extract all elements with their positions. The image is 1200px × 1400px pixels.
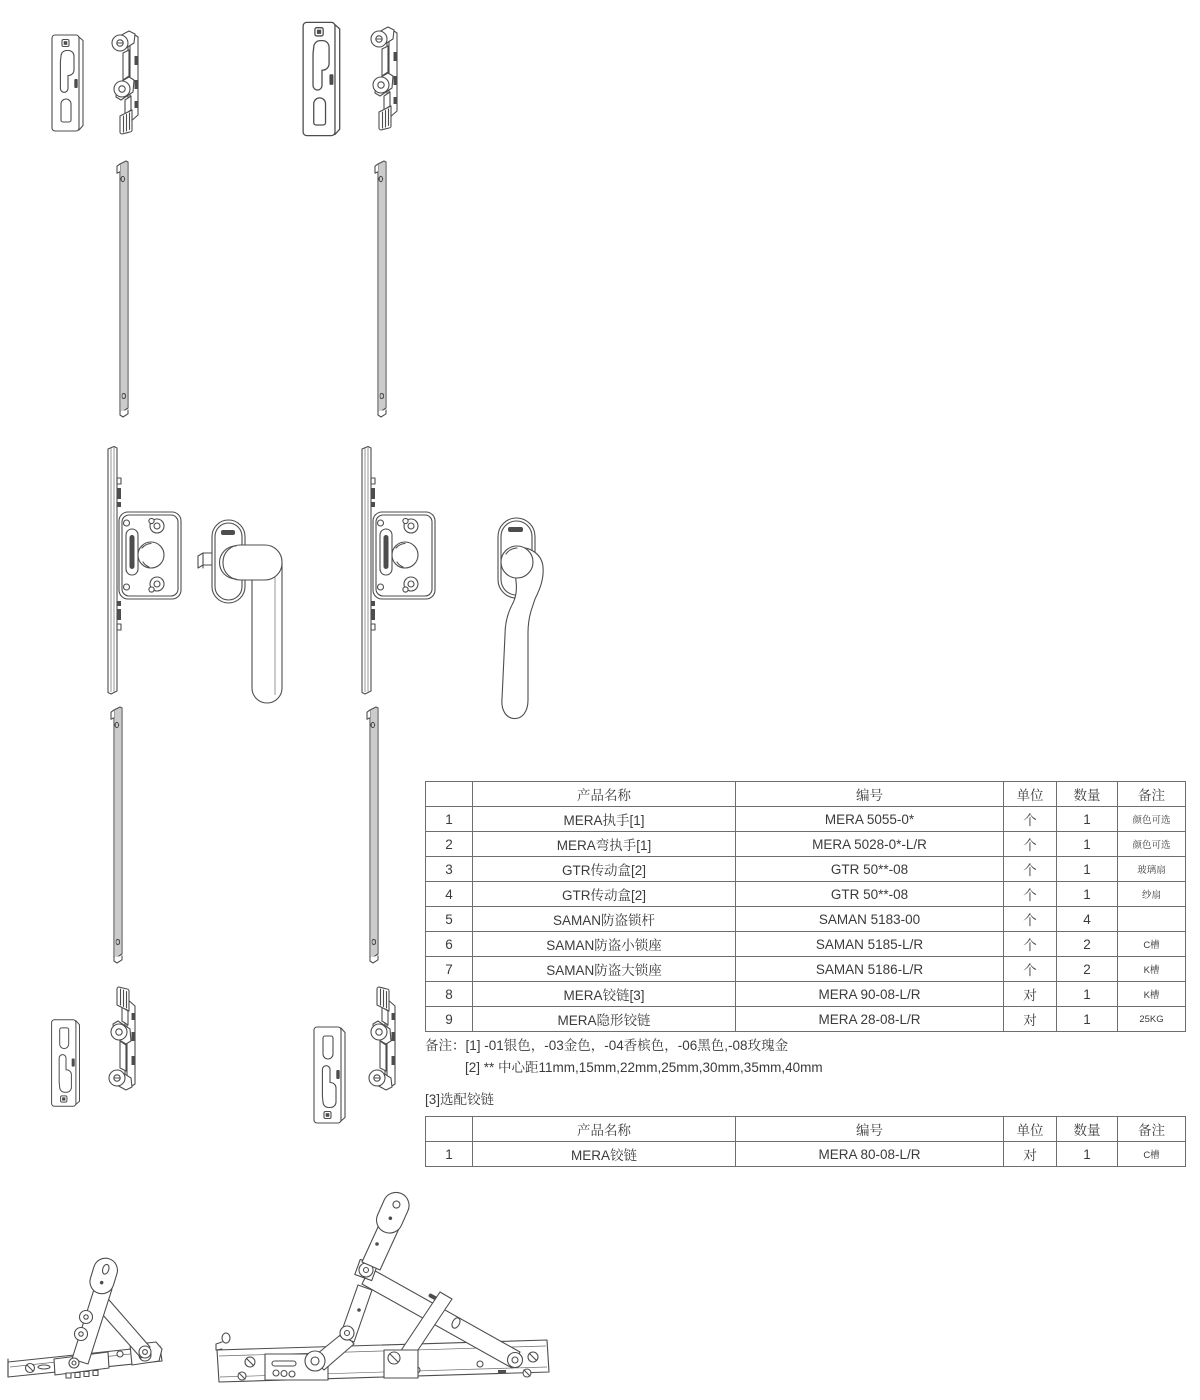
- gearbox-drawing-glass-sash: [102, 445, 192, 697]
- header-remark: 备注: [1118, 1117, 1186, 1142]
- cell-no: 2: [426, 832, 473, 857]
- lock-keeper-drawing-bottom-right: [310, 1025, 350, 1125]
- header-product-name: 产品名称: [473, 1117, 736, 1142]
- cell-qty: 1: [1057, 982, 1118, 1007]
- cell-remark: K槽: [1118, 982, 1186, 1007]
- cell-no: 6: [426, 932, 473, 957]
- cell-remark: 颜色可选: [1118, 807, 1186, 832]
- cell-code: SAMAN 5186-L/R: [736, 957, 1004, 982]
- cell-no: 3: [426, 857, 473, 882]
- cell-unit: 个: [1004, 857, 1057, 882]
- cell-code: SAMAN 5183-00: [736, 907, 1004, 932]
- cell-qty: 1: [1057, 832, 1118, 857]
- cell-name: GTR传动盒[2]: [473, 857, 736, 882]
- header-unit: 单位: [1004, 782, 1057, 807]
- cell-unit: 个: [1004, 807, 1057, 832]
- cell-no: 4: [426, 882, 473, 907]
- table-row: [426, 957, 1186, 982]
- table-row: [426, 982, 1186, 1007]
- cell-qty: 1: [1057, 807, 1118, 832]
- lock-rod-drawing-lower-left: [102, 703, 132, 965]
- roller-cam-drawing-bottom-left: [100, 983, 142, 1093]
- header-qty: 数量: [1057, 782, 1118, 807]
- cell-code: MERA 5028-0*-L/R: [736, 832, 1004, 857]
- gearbox-drawing-screen-sash: [356, 445, 446, 697]
- cell-remark: 纱扇: [1118, 882, 1186, 907]
- parts-table: [425, 781, 1186, 1032]
- note-colors: [1] -01银色，-03金色，-04香槟色，-06黑色,-08玫瑰金: [465, 1038, 789, 1053]
- cell-unit: 对: [1004, 982, 1057, 1007]
- cell-no: 1: [426, 1142, 473, 1167]
- cell-name: SAMAN防盗小锁座: [473, 932, 736, 957]
- header-index-blank: [426, 1117, 473, 1142]
- cell-no: 5: [426, 907, 473, 932]
- optional-table-header-row: [426, 1117, 1186, 1142]
- note-line-2: [425, 1057, 823, 1079]
- cell-code: GTR 50**-08: [736, 882, 1004, 907]
- cell-code: MERA 90-08-L/R: [736, 982, 1004, 1007]
- cell-name: MERA执手[1]: [473, 807, 736, 832]
- cell-no: 9: [426, 1007, 473, 1032]
- cell-code: GTR 50**-08: [736, 857, 1004, 882]
- table-row: [426, 1142, 1186, 1167]
- cell-unit: 个: [1004, 882, 1057, 907]
- header-code: 编号: [736, 782, 1004, 807]
- cell-remark: 颜色可选: [1118, 832, 1186, 857]
- friction-hinge-small-drawing: [8, 1255, 168, 1397]
- cell-unit: 个: [1004, 907, 1057, 932]
- cell-no: 7: [426, 957, 473, 982]
- cell-remark: 玻璃扇: [1118, 857, 1186, 882]
- notes-block: [425, 1035, 823, 1079]
- table-row: [426, 807, 1186, 832]
- table-row: [426, 932, 1186, 957]
- lock-keeper-drawing-top-left: [48, 32, 88, 134]
- cell-name: MERA隐形铰链: [473, 1007, 736, 1032]
- cell-qty: 2: [1057, 957, 1118, 982]
- note-line-1: [425, 1035, 823, 1057]
- lock-rod-drawing-lower-right: [358, 703, 388, 965]
- lock-rod-drawing-upper-left: [108, 158, 138, 418]
- table-row: [426, 882, 1186, 907]
- roller-cam-drawing-top-left: [103, 28, 145, 138]
- note-center-distance: [2] ** 中心距11mm,15mm,22mm,25mm,30mm,35mm,40mm: [465, 1060, 823, 1075]
- parts-table-header-row: [426, 782, 1186, 807]
- cell-qty: 1: [1057, 857, 1118, 882]
- cell-no: 8: [426, 982, 473, 1007]
- cell-remark: C槽: [1118, 1142, 1186, 1167]
- lock-keeper-drawing-top-right: [298, 20, 346, 138]
- cell-name: MERA铰链: [473, 1142, 736, 1167]
- handle-bent-drawing: [495, 515, 555, 727]
- header-index-blank: [426, 782, 473, 807]
- header-code: 编号: [736, 1117, 1004, 1142]
- cell-remark: C槽: [1118, 932, 1186, 957]
- header-qty: 数量: [1057, 1117, 1118, 1142]
- cell-name: MERA弯执手[1]: [473, 832, 736, 857]
- cell-unit: 个: [1004, 957, 1057, 982]
- header-unit: 单位: [1004, 1117, 1057, 1142]
- cell-unit: 个: [1004, 832, 1057, 857]
- cell-remark: 25KG: [1118, 1007, 1186, 1032]
- cell-remark: [1118, 907, 1186, 932]
- lock-keeper-drawing-bottom-left: [48, 1016, 84, 1110]
- cell-no: 1: [426, 807, 473, 832]
- optional-hinge-label: [3]选配铰链: [425, 1092, 495, 1107]
- cell-unit: 个: [1004, 932, 1057, 957]
- cell-code: MERA 28-08-L/R: [736, 1007, 1004, 1032]
- cell-name: MERA铰链[3]: [473, 982, 736, 1007]
- table-row: [426, 857, 1186, 882]
- table-row: [426, 907, 1186, 932]
- cell-code: SAMAN 5185-L/R: [736, 932, 1004, 957]
- handle-straight-drawing: [195, 515, 290, 710]
- cell-qty: 1: [1057, 882, 1118, 907]
- lock-rod-drawing-upper-right: [366, 158, 396, 418]
- header-product-name: 产品名称: [473, 782, 736, 807]
- cell-qty: 1: [1057, 1007, 1118, 1032]
- cell-remark: K槽: [1118, 957, 1186, 982]
- cell-qty: 2: [1057, 932, 1118, 957]
- cell-qty: 1: [1057, 1142, 1118, 1167]
- cell-code: MERA 80-08-L/R: [736, 1142, 1004, 1167]
- friction-hinge-large-drawing: [212, 1192, 562, 1397]
- cell-name: GTR传动盒[2]: [473, 882, 736, 907]
- table-row: [426, 1007, 1186, 1032]
- roller-cam-drawing-bottom-right: [360, 983, 402, 1093]
- roller-cam-drawing-top-right: [362, 24, 404, 134]
- header-remark: 备注: [1118, 782, 1186, 807]
- optional-hinge-table: [425, 1116, 1186, 1167]
- cell-qty: 4: [1057, 907, 1118, 932]
- cell-name: SAMAN防盗大锁座: [473, 957, 736, 982]
- cell-unit: 对: [1004, 1007, 1057, 1032]
- cell-name: SAMAN防盗锁杆: [473, 907, 736, 932]
- cell-code: MERA 5055-0*: [736, 807, 1004, 832]
- cell-unit: 对: [1004, 1142, 1057, 1167]
- table-row: [426, 832, 1186, 857]
- notes-label: 备注：: [425, 1038, 466, 1053]
